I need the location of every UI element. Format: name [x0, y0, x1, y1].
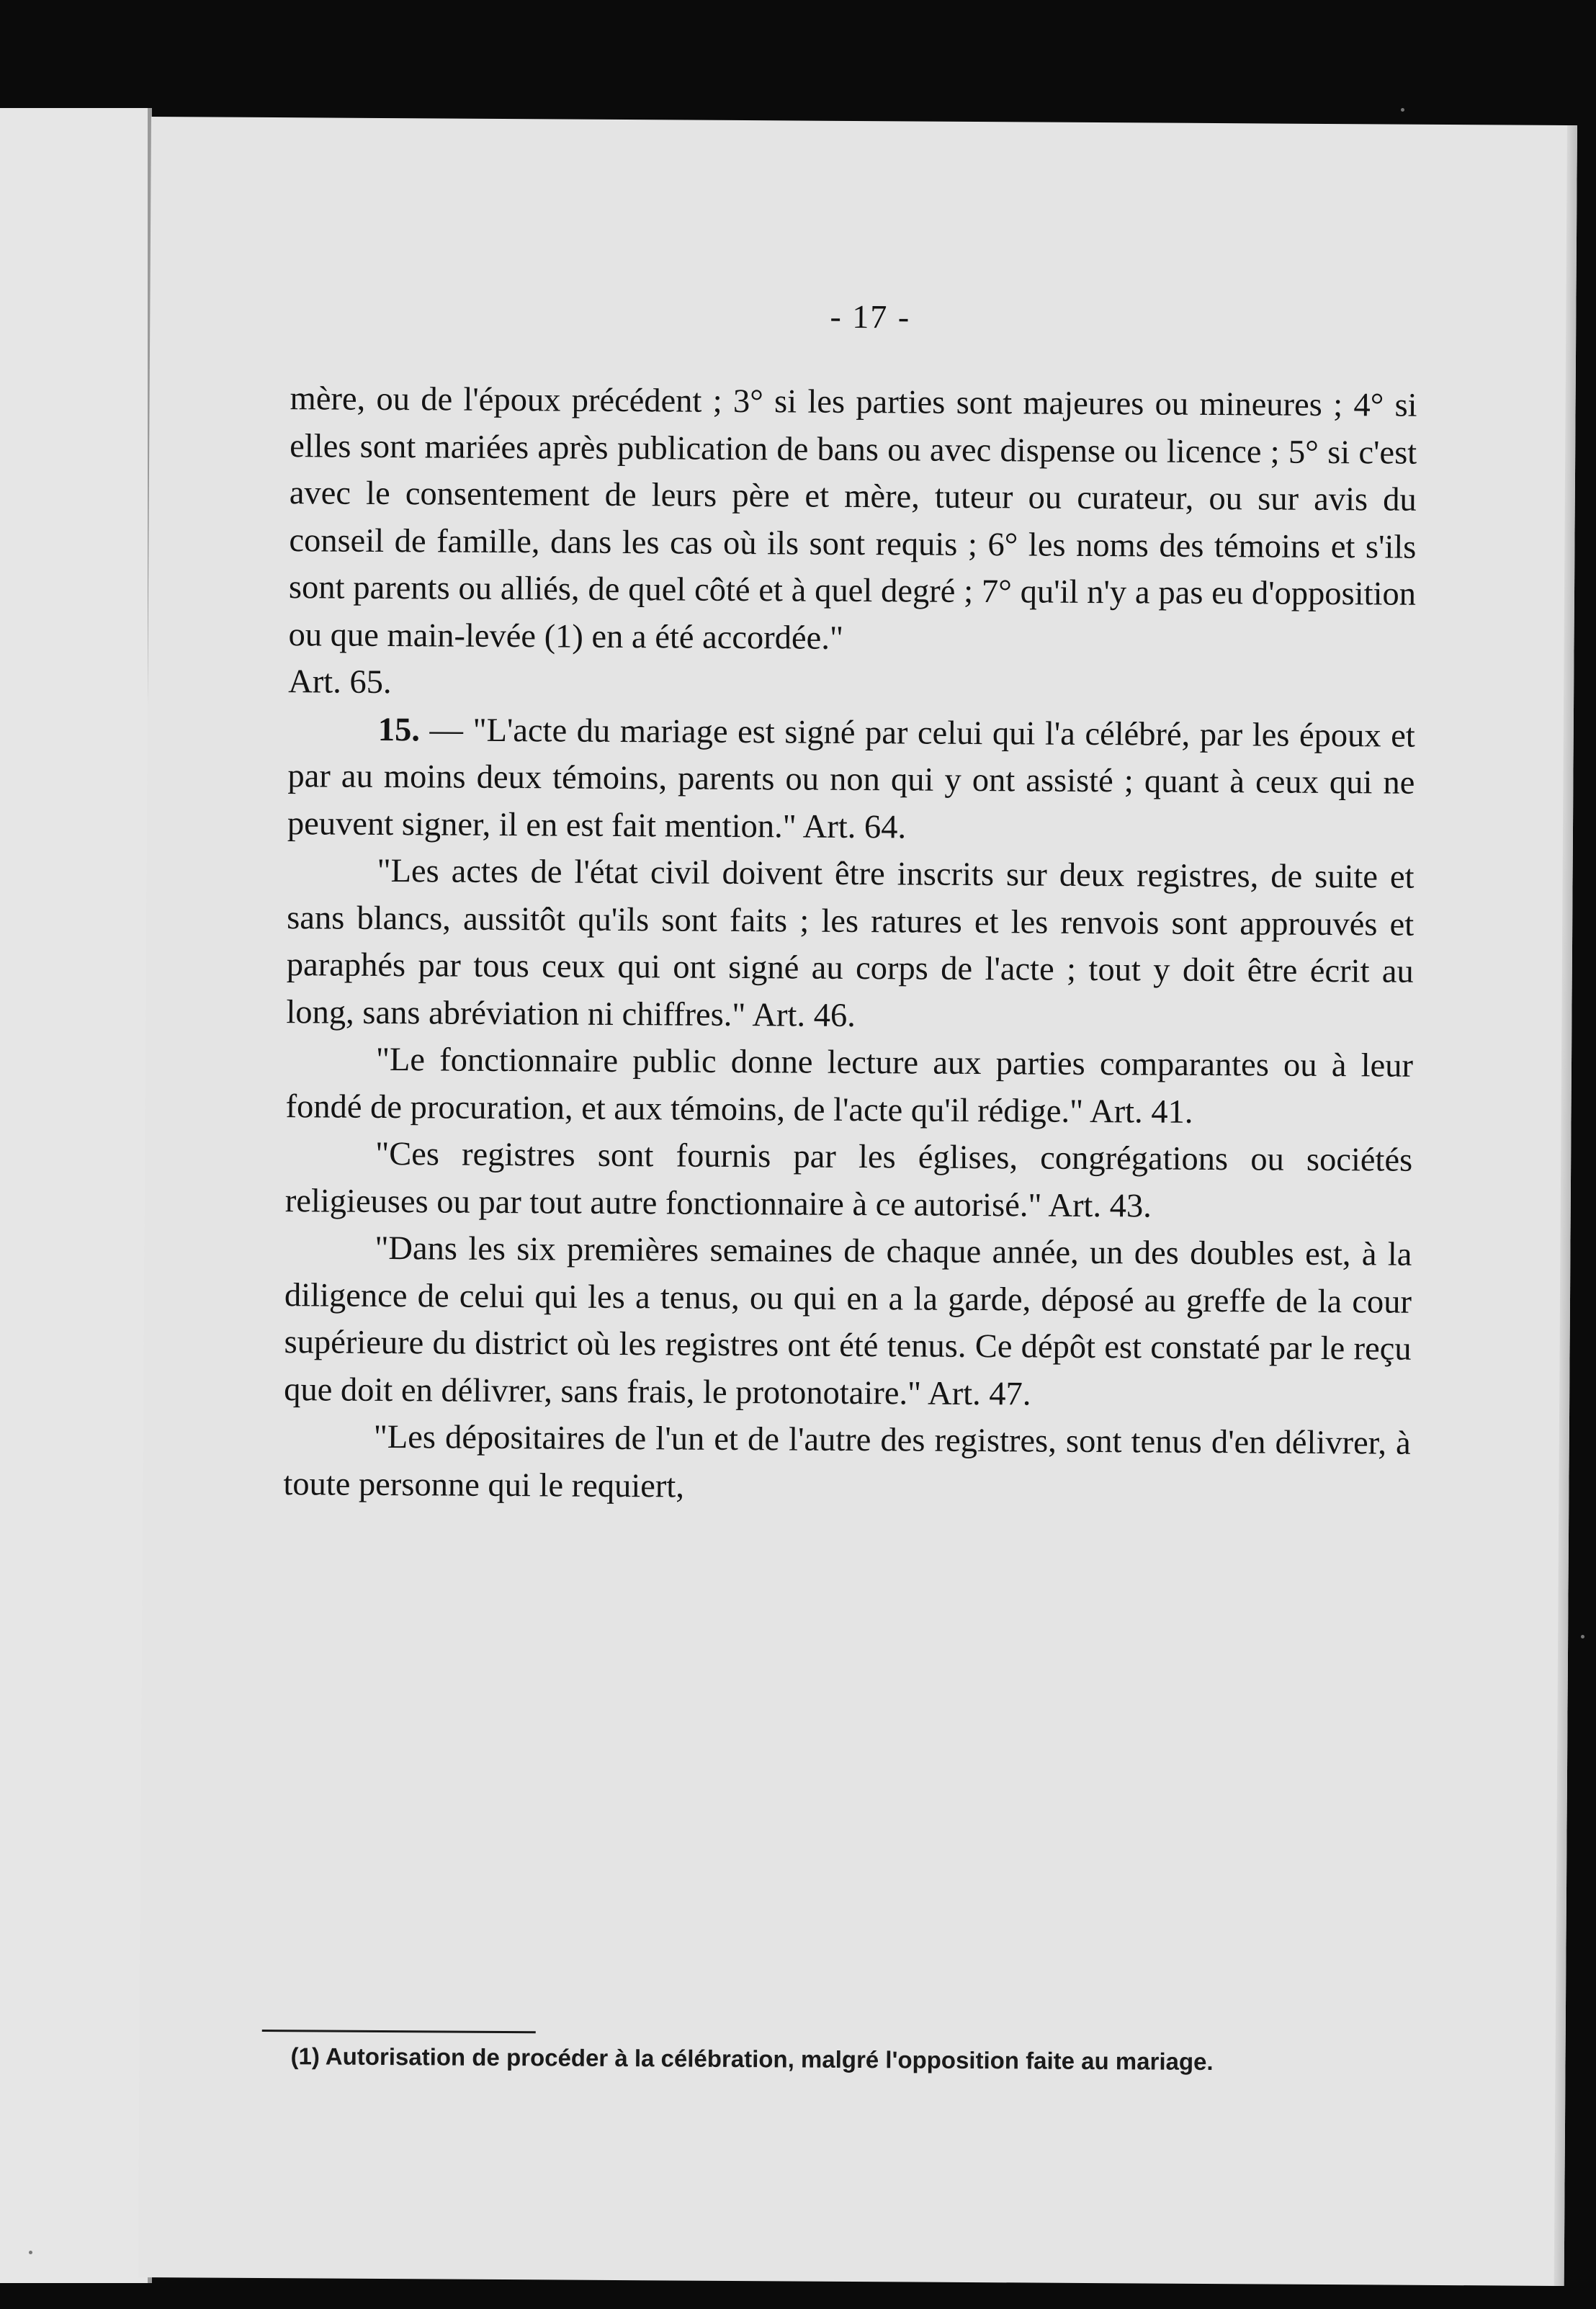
quote-paragraph: "Le fonctionnaire public donne lecture aux parties comparantes ou à leur fondé de procuration, et aux témoins, de l'acte qu'il rédige." Art. 41.	[285, 1041, 1414, 1131]
paragraph-continuation	[288, 375, 1417, 712]
scan-speck	[1401, 108, 1404, 112]
quote-paragraph: "Les actes de l'état civil doivent être inscrits sur deux registres, de suite et sans blancs, aussitôt qu'ils sont faits ; les ratures et les renvois sont approuvés et paraphés par tous ceux qui ont signé au corps de l'acte ; tout y doit être écrit au long, sans abréviation ni chiffres." Art. 46.	[286, 852, 1415, 1034]
scan-speck	[1581, 1635, 1584, 1638]
footnote	[261, 2042, 1399, 2078]
body-text	[283, 375, 1417, 1515]
footnote-divider	[262, 2030, 536, 2033]
footnote-text: Autorisation de procéder à la célébration, malgré l'opposition faite au mariage.	[319, 2043, 1214, 2076]
section-15-paragraph	[287, 706, 1415, 854]
paragraph-text: — "L'acte du mariage est signé par celui qui l'a célébré, par les époux et par au moins deux témoins, parents ou non qui y ont assisté ; quant à ceux qui ne peuvent signer, il en est fait mention." Art. 64.	[287, 711, 1415, 846]
article-reference: Art. 65.	[288, 663, 392, 701]
page-edge	[1554, 125, 1577, 2286]
scan-speck	[29, 2251, 32, 2254]
book-page	[138, 117, 1577, 2286]
page-number: - 17 -	[830, 297, 911, 336]
quote-paragraph: "Les dépositaires de l'un et de l'autre des registres, sont tenus d'en délivrer, à toute personne qui le requiert,	[283, 1418, 1411, 1505]
quote-paragraph: "Dans les six premières semaines de chaque année, un des doubles est, à la diligence de celui qui les a tenus, ou qui en a la garde, déposé au greffe de la cour supérieure du district où les registres ont été tenus. Ce dépôt est constaté par le reçu que doit en délivrer, sans frais, le protonotaire." Art. 47.	[284, 1229, 1412, 1412]
section-number: 15.	[377, 711, 421, 748]
facing-page-edge	[0, 108, 152, 2283]
footnote-marker: (1)	[290, 2043, 320, 2070]
quote-paragraph: "Ces registres sont fournis par les églises, congrégations ou sociétés religieuses ou par tout autre fonctionnaire à ce autorisé." Art. 43.	[284, 1135, 1413, 1225]
paragraph-text: mère, ou de l'époux précédent ; 3° si les parties sont majeures ou mineures ; 4° si elles sont mariées après publication de bans ou avec dispense ou licence ; 5° si c'est avec le consentement de leurs père et mère, tuteur ou curateur, ou sur avis du conseil de famille, dans les cas où ils sont requis ; 6° les noms des témoins et s'ils sont parents ou alliés, de quel côté et à quel degré ; 7° qu'il n'y a pas eu d'opposition ou que main-levée (1) en a été accordée."	[288, 380, 1417, 657]
